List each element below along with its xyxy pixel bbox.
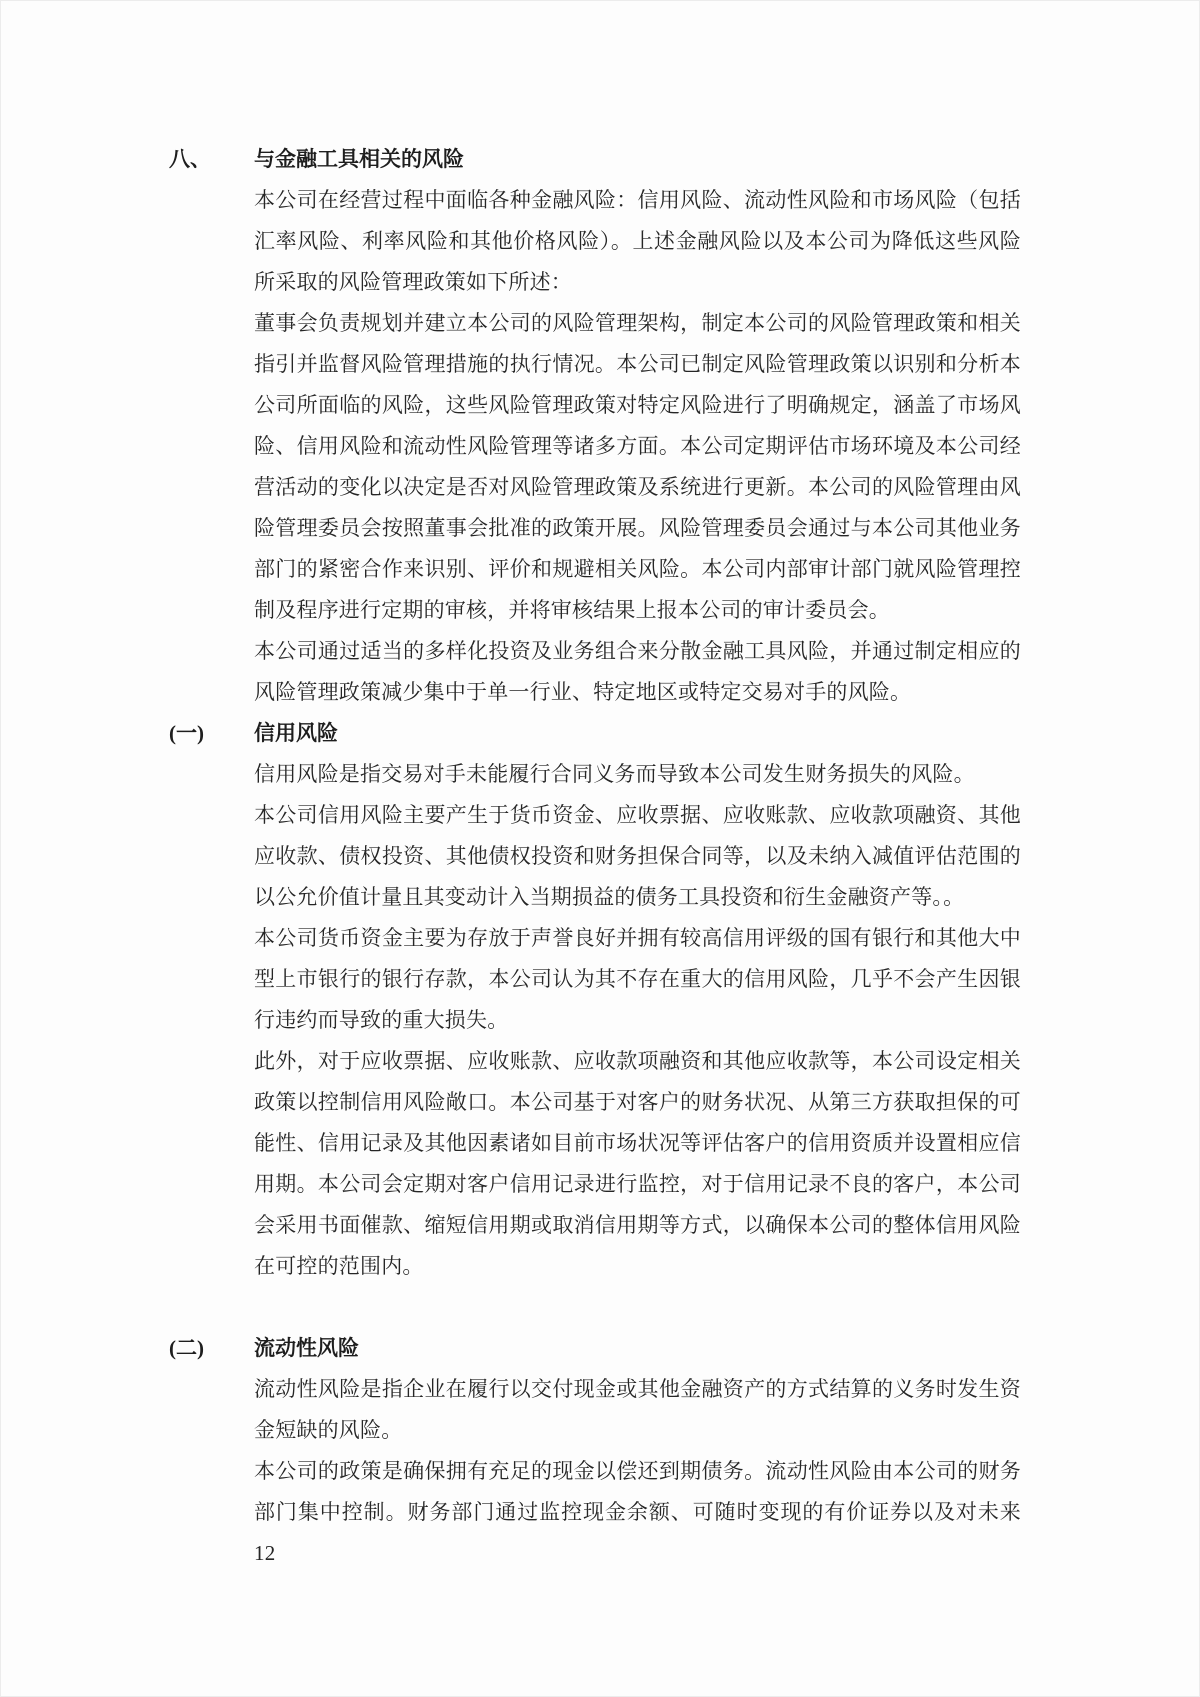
- section-heading: [169, 139, 1021, 180]
- credit-risk-paragraph-3: 本公司货币资金主要为存放于声誉良好并拥有较高信用评级的国有银行和其他大中型上市银行的银行存款，本公司认为其不存在重大的信用风险，几乎不会产生因银行违约而导致的重大损失。: [254, 926, 1021, 1032]
- liquidity-risk-paragraph-1: 流动性风险是指企业在履行以交付现金或其他金融资产的方式结算的义务时发生资金短缺的风险。: [254, 1377, 1021, 1442]
- intro-paragraph-2: 董事会负责规划并建立本公司的风险管理架构，制定本公司的风险管理政策和相关指引并监督风险管理措施的执行情况。本公司已制定风险管理政策以识别和分析本公司所面临的风险，这些风险管理政策对特定风险进行了明确规定，涵盖了市场风险、信用风险和流动性风险管理等诸多方面。本公司定期评估市场环境及本公司经营活动的变化以决定是否对风险管理政策及系统进行更新。本公司的风险管理由风险管理委员会按照董事会批准的政策开展。风险管理委员会通过与本公司其他业务部门的紧密合作来识别、评价和规避相关风险。本公司内部审计部门就风险管理控制及程序进行定期的审核，并将审核结果上报本公司的审计委员会。: [254, 311, 1021, 622]
- credit-risk-paragraph-4: 此外，对于应收票据、应收账款、应收款项融资和其他应收款等，本公司设定相关政策以控制信用风险敞口。本公司基于对客户的财务状况、从第三方获取担保的可能性、信用记录及其他因素诸如目前市场状况等评估客户的信用资质并设置相应信用期。本公司会定期对客户信用记录进行监控，对于信用记录不良的客户，本公司会采用书面催款、缩短信用期或取消信用期等方式，以确保本公司的整体信用风险在可控的范围内。: [254, 1049, 1021, 1278]
- subsection-heading-credit-risk: [169, 713, 1021, 754]
- subsection-heading-liquidity-risk: [169, 1328, 1021, 1369]
- section-title: 与金融工具相关的风险: [254, 147, 464, 171]
- intro-paragraph-3: 本公司通过适当的多样化投资及业务组合来分散金融工具风险，并通过制定相应的风险管理政策减少集中于单一行业、特定地区或特定交易对手的风险。: [254, 639, 1021, 704]
- section-number: 八、: [169, 147, 211, 171]
- subsection-number: (一): [169, 721, 204, 745]
- document-content: [169, 139, 1021, 1574]
- credit-risk-paragraph-1: 信用风险是指交易对手未能履行合同义务而导致本公司发生财务损失的风险。: [254, 762, 975, 786]
- subsection-number: (二): [169, 1336, 204, 1360]
- intro-paragraph-1: 本公司在经营过程中面临各种金融风险：信用风险、流动性风险和市场风险（包括汇率风险、利率风险和其他价格风险）。上述金融风险以及本公司为降低这些风险所采取的风险管理政策如下所述：: [254, 188, 1021, 294]
- subsection-title: 流动性风险: [254, 1336, 359, 1360]
- credit-risk-paragraph-2: 本公司信用风险主要产生于货币资金、应收票据、应收账款、应收款项融资、其他应收款、债权投资、其他债权投资和财务担保合同等，以及未纳入减值评估范围的以公允价值计量且其变动计入当期损益的债务工具投资和衍生金融资产等。。: [254, 803, 1021, 909]
- subsection-title: 信用风险: [254, 721, 338, 745]
- liquidity-risk-paragraph-2: 本公司的政策是确保拥有充足的现金以偿还到期债务。流动性风险由本公司的财务部门集中控制。财务部门通过监控现金余额、可随时变现的有价证券以及对未来 12: [254, 1459, 1021, 1565]
